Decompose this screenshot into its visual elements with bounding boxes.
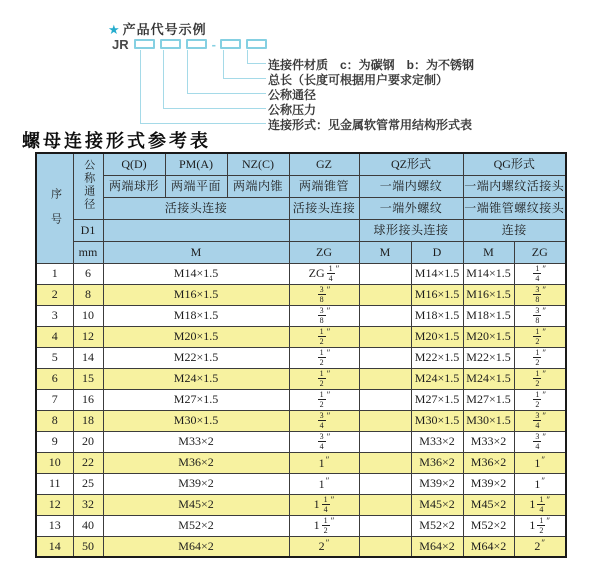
header-union-connection: 活接头连接 [103, 197, 289, 219]
table-row [36, 536, 566, 557]
cell-qz-d: M36×2 [411, 452, 463, 473]
cell-qg-m: M52×2 [463, 515, 514, 536]
cell-qz-d: M45×2 [411, 494, 463, 515]
table-row [36, 326, 566, 347]
cell-qz-d: M14×1.5 [411, 263, 463, 284]
cell-qz-m [359, 347, 411, 368]
cell-dn: 25 [73, 473, 103, 494]
cell-m-thread: M27×1.5 [103, 389, 289, 410]
product-code-prefix: JR [112, 36, 129, 52]
header-nominal-diameter: 公称通径 [73, 153, 103, 219]
header-gz-connection: 活接头连接 [289, 197, 359, 219]
cell-qz-m [359, 326, 411, 347]
cell-gz-zg: 1 $\frac{1}{2}$ ″ [289, 515, 359, 536]
cell-m-thread: M24×1.5 [103, 368, 289, 389]
cell-qz-d: M24×1.5 [411, 368, 463, 389]
header-code-pm: PM(A) [165, 153, 227, 175]
header-serial: 序号 [36, 153, 73, 263]
cell-serial: 2 [36, 284, 73, 305]
header-desc-q: 两端球形 [103, 175, 165, 197]
cell-qg-zg: $\frac{1}{2}$ ″ [514, 326, 566, 347]
cell-gz-zg: ZG $\frac{1}{4}$ ″ [289, 263, 359, 284]
cell-m-thread: M52×2 [103, 515, 289, 536]
header-empty-gz [289, 219, 359, 241]
cell-qz-m [359, 473, 411, 494]
cell-qg-m: M16×1.5 [463, 284, 514, 305]
diagram-heading-text: 产品代号示例 [122, 22, 207, 37]
cell-serial: 8 [36, 410, 73, 431]
table-row [36, 473, 566, 494]
cell-gz-zg: $\frac{3}{8}$ ″ [289, 305, 359, 326]
cell-qz-m [359, 494, 411, 515]
table-row [36, 431, 566, 452]
star-icon: ★ [108, 22, 121, 37]
table-title: 螺母连接形式参考表 [22, 131, 211, 152]
cell-serial: 14 [36, 536, 73, 557]
cell-serial: 9 [36, 431, 73, 452]
cell-qg-m: M27×1.5 [463, 389, 514, 410]
cell-qg-m: M64×2 [463, 536, 514, 557]
cell-serial: 13 [36, 515, 73, 536]
cell-gz-zg: $\frac{3}{4}$ ″ [289, 431, 359, 452]
header-desc-qg-bottom: 一端锥管螺纹接头 [463, 197, 566, 219]
cell-serial: 1 [36, 263, 73, 284]
cell-qz-d: M18×1.5 [411, 305, 463, 326]
cell-m-thread: M30×1.5 [103, 410, 289, 431]
cell-qg-zg: $\frac{3}{8}$ ″ [514, 305, 566, 326]
cell-serial: 11 [36, 473, 73, 494]
cell-m-thread: M36×2 [103, 452, 289, 473]
cell-m-thread: M20×1.5 [103, 326, 289, 347]
cell-qz-m [359, 284, 411, 305]
header-code-q: Q(D) [103, 153, 165, 175]
cell-qg-zg: 1 $\frac{1}{4}$ ″ [514, 494, 566, 515]
cell-m-thread: M33×2 [103, 431, 289, 452]
cell-qz-d: M16×1.5 [411, 284, 463, 305]
header-unit-qg-zg: ZG [514, 241, 566, 263]
cell-qg-zg: $\frac{1}{2}$ ″ [514, 368, 566, 389]
cell-dn: 20 [73, 431, 103, 452]
code-box-3 [186, 39, 207, 49]
header-desc-qg-top: 一端内螺纹活接头 [463, 175, 566, 197]
cell-qz-m [359, 410, 411, 431]
header-row-d1 [36, 219, 566, 241]
diagram-label-5: 连接形式：见金属软管常用结构形式表 [268, 118, 473, 132]
header-empty-left [103, 219, 289, 241]
cell-m-thread: M22×1.5 [103, 347, 289, 368]
header-unit-qg-m: M [463, 241, 514, 263]
header-code-gz: GZ [289, 153, 359, 175]
cell-dn: 6 [73, 263, 103, 284]
cell-m-thread: M39×2 [103, 473, 289, 494]
cell-qz-d: M22×1.5 [411, 347, 463, 368]
cell-serial: 10 [36, 452, 73, 473]
table-row [36, 452, 566, 473]
cell-serial: 12 [36, 494, 73, 515]
cell-gz-zg: 1″ [289, 473, 359, 494]
cell-qg-m: M14×1.5 [463, 263, 514, 284]
header-unit-qz-d: D [411, 241, 463, 263]
code-box-2 [160, 39, 181, 49]
cell-dn: 16 [73, 389, 103, 410]
cell-qg-m: M36×2 [463, 452, 514, 473]
cell-qg-zg: 2″ [514, 536, 566, 557]
cell-qg-m: M24×1.5 [463, 368, 514, 389]
cell-qz-d: M33×2 [411, 431, 463, 452]
cell-qz-m [359, 515, 411, 536]
cell-qg-zg: $\frac{1}{2}$ ″ [514, 389, 566, 410]
cell-gz-zg: $\frac{3}{4}$ ″ [289, 410, 359, 431]
cell-gz-zg: $\frac{3}{8}$ ″ [289, 284, 359, 305]
code-box-1 [134, 39, 155, 49]
cell-qg-zg: $\frac{1}{2}$ ″ [514, 347, 566, 368]
cell-dn: 40 [73, 515, 103, 536]
code-dash: - [211, 36, 216, 52]
header-unit-qz-m: M [359, 241, 411, 263]
header-qz-connection: 球形接头连接 [359, 219, 463, 241]
header-desc-gz: 两端锥管 [289, 175, 359, 197]
header-mm: mm [73, 241, 103, 263]
cell-gz-zg: $\frac{1}{2}$ ″ [289, 326, 359, 347]
cell-serial: 6 [36, 368, 73, 389]
cell-m-thread: M14×1.5 [103, 263, 289, 284]
cell-qz-m [359, 368, 411, 389]
header-row-units [36, 241, 566, 263]
header-unit-m: M [103, 241, 289, 263]
header-code-qz: QZ形式 [359, 153, 463, 175]
cell-qg-zg: $\frac{3}{8}$ ″ [514, 284, 566, 305]
cell-qz-m [359, 536, 411, 557]
cell-m-thread: M45×2 [103, 494, 289, 515]
cell-qg-zg: 1″ [514, 452, 566, 473]
cell-gz-zg: $\frac{1}{2}$ ″ [289, 368, 359, 389]
cell-qg-m: M20×1.5 [463, 326, 514, 347]
cell-gz-zg: $\frac{1}{2}$ ″ [289, 389, 359, 410]
cell-qg-m: M18×1.5 [463, 305, 514, 326]
cell-qg-m: M39×2 [463, 473, 514, 494]
cell-qz-m [359, 263, 411, 284]
cell-qg-m: M45×2 [463, 494, 514, 515]
cell-qz-d: M20×1.5 [411, 326, 463, 347]
cell-dn: 50 [73, 536, 103, 557]
header-desc-pm: 两端平面 [165, 175, 227, 197]
cell-qg-zg: 1 $\frac{1}{2}$ ″ [514, 515, 566, 536]
cell-gz-zg: 1 $\frac{1}{4}$ ″ [289, 494, 359, 515]
cell-qg-m: M33×2 [463, 431, 514, 452]
header-row-codes [36, 153, 566, 175]
cell-dn: 22 [73, 452, 103, 473]
cell-serial: 4 [36, 326, 73, 347]
table-row [36, 368, 566, 389]
code-box-5 [246, 39, 267, 49]
cell-serial: 3 [36, 305, 73, 326]
cell-qz-d: M52×2 [411, 515, 463, 536]
cell-qg-zg: $\frac{1}{4}$ ″ [514, 263, 566, 284]
header-desc-nz: 两端内锥 [227, 175, 289, 197]
header-desc-qz-top: 一端内螺纹 [359, 175, 463, 197]
nut-connection-table [35, 152, 567, 558]
cell-qz-d: M64×2 [411, 536, 463, 557]
header-row-desc [36, 175, 566, 197]
header-row-connection [36, 197, 566, 219]
cell-qg-zg: 1″ [514, 473, 566, 494]
product-code-row [112, 37, 272, 51]
cell-serial: 7 [36, 389, 73, 410]
cell-gz-zg: 1″ [289, 452, 359, 473]
cell-qg-zg: $\frac{3}{4}$ ″ [514, 431, 566, 452]
diagram-label-4: 公称压力 [268, 103, 317, 117]
table-row [36, 494, 566, 515]
cell-qz-m [359, 431, 411, 452]
header-qg-connection: 连接 [463, 219, 566, 241]
cell-gz-zg: 2″ [289, 536, 359, 557]
cell-dn: 15 [73, 368, 103, 389]
table-row [36, 305, 566, 326]
table-row [36, 389, 566, 410]
diagram-label-1: 连接件材质 c：为碳钢 b：为不锈钢 [268, 58, 475, 72]
cell-m-thread: M16×1.5 [103, 284, 289, 305]
cell-dn: 18 [73, 410, 103, 431]
cell-m-thread: M18×1.5 [103, 305, 289, 326]
cell-qz-d: M30×1.5 [411, 410, 463, 431]
cell-m-thread: M64×2 [103, 536, 289, 557]
cell-qg-zg: $\frac{3}{4}$ ″ [514, 410, 566, 431]
cell-qz-d: M39×2 [411, 473, 463, 494]
cell-qz-d: M27×1.5 [411, 389, 463, 410]
cell-dn: 12 [73, 326, 103, 347]
table-row [36, 410, 566, 431]
table-row [36, 263, 566, 284]
header-d1: D1 [73, 219, 103, 241]
header-code-nz: NZ(C) [227, 153, 289, 175]
cell-qg-m: M22×1.5 [463, 347, 514, 368]
code-box-4 [220, 39, 241, 49]
cell-serial: 5 [36, 347, 73, 368]
cell-gz-zg: $\frac{1}{2}$ ″ [289, 347, 359, 368]
cell-qz-m [359, 305, 411, 326]
diagram-label-2: 总长（长度可根据用户要求定制） [268, 73, 449, 87]
leader-line-5 [140, 50, 266, 124]
cell-dn: 8 [73, 284, 103, 305]
header-desc-qz-bottom: 一端外螺纹 [359, 197, 463, 219]
header-unit-gz-zg: ZG [289, 241, 359, 263]
cell-dn: 32 [73, 494, 103, 515]
cell-dn: 14 [73, 347, 103, 368]
cell-dn: 10 [73, 305, 103, 326]
cell-qz-m [359, 452, 411, 473]
diagram-label-3: 公称通径 [268, 88, 317, 102]
cell-qg-m: M30×1.5 [463, 410, 514, 431]
table-row [36, 515, 566, 536]
cell-qz-m [359, 389, 411, 410]
header-code-qg: QG形式 [463, 153, 566, 175]
table-row [36, 347, 566, 368]
table-row [36, 284, 566, 305]
diagram-heading [108, 19, 207, 38]
